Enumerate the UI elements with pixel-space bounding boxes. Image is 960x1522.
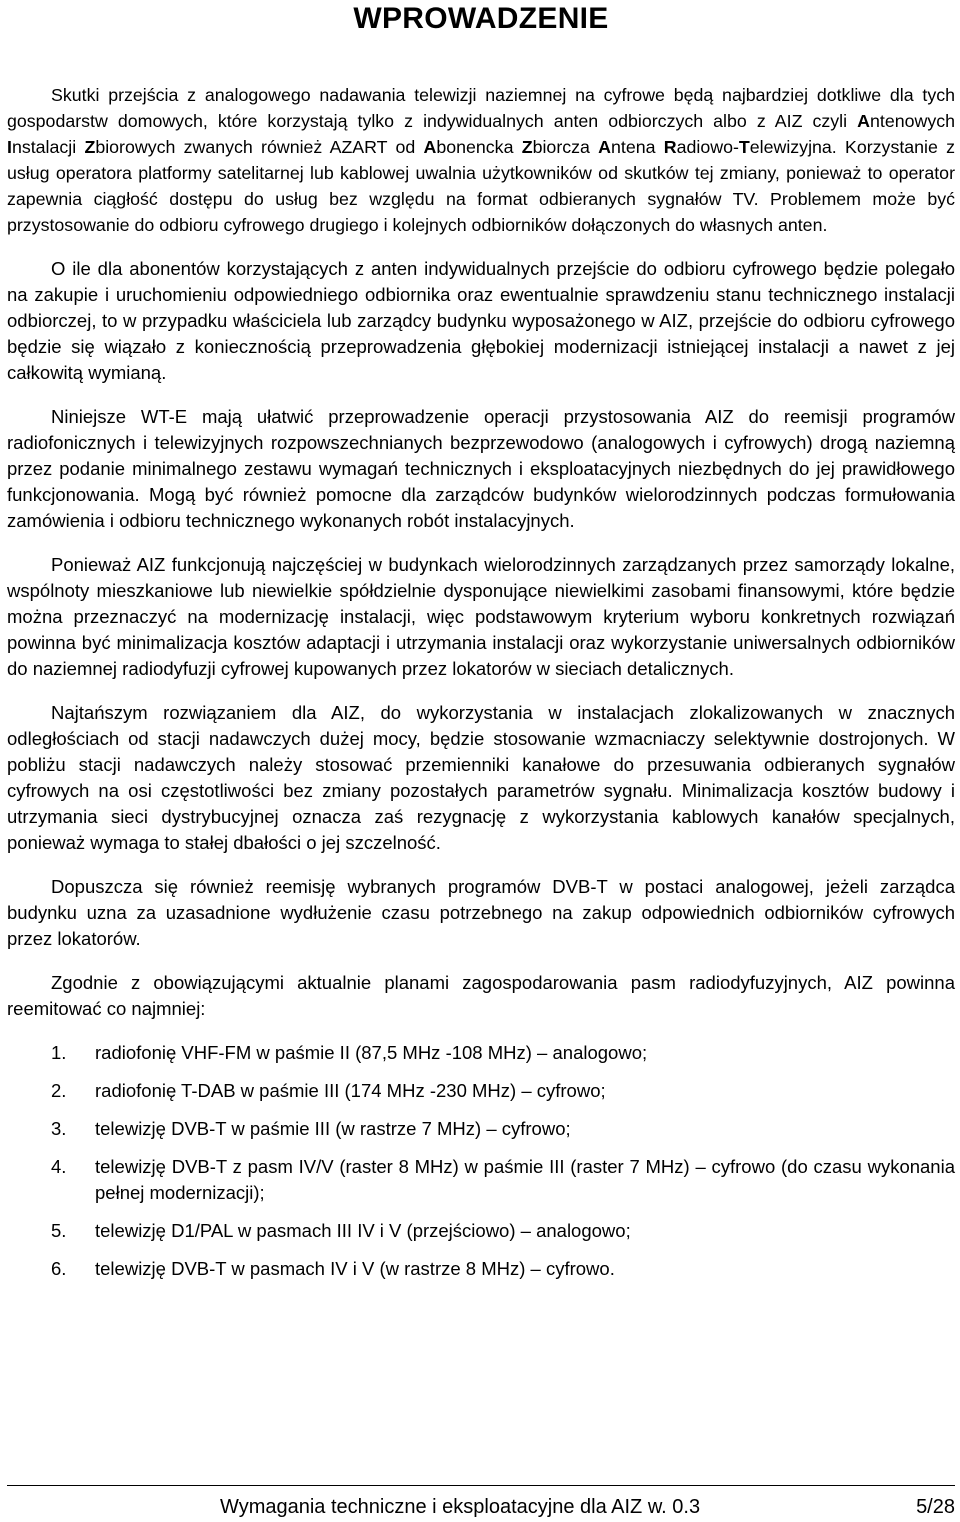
list-item: 4. telewizję DVB-T z pasm IV/V (raster 8 MHz) w paśmie III (raster 7 MHz) – cyfrowo (do czasu wykonania pełnej modernizacji); — [51, 1156, 955, 1203]
page-footer — [7, 1494, 955, 1522]
paragraph-5: Najtańszym rozwiązaniem dla AIZ, do wykorzystania w instalacjach zlokalizowanych w znacznych odległościach od stacji nadawczych dużej mocy, będzie stosowanie wzmacniaczy selektywnie dostrojonych. W pobliżu stacji nadawczych należy stosować przemienniki kanałowe do przesuwania odbieranych sygnałów cyfrowych na osi częstotliwości bez zmiany pozostałych parametrów sygnału. Minimalizacja kosztów budowy i utrzymania sieci dystrybucyjnej oznacza zaś rezygnację z wykorzystania kablowych kanałów specjalnych, ponieważ wymaga to stałej dbałości o jej szczelność. — [7, 702, 955, 853]
page-number: 5/28 — [916, 1496, 955, 1518]
footer-divider — [7, 1485, 955, 1486]
document-body — [7, 82, 955, 1294]
band-list — [7, 1040, 955, 1282]
document-page — [7, 0, 956, 1279]
list-item: 5. telewizję D1/PAL w pasmach III IV i V (przejściowo) – analogowo; — [51, 1220, 631, 1241]
footer-title: Wymagania techniczne i eksploatacyjne dla AIZ w. 0.3 — [220, 1496, 701, 1518]
list-item: 3. telewizję DVB-T w paśmie III (w rastrze 7 MHz) – cyfrowo; — [51, 1118, 571, 1139]
paragraph-6: Dopuszcza się również reemisję wybranych programów DVB-T w postaci analogowej, jeżeli zarządca budynku uzna za uzasadnione wydłużenie czasu potrzebnego na zakup odpowiednich odbiorników cyfrowych przez lokatorów. — [7, 876, 955, 949]
page-heading: WPROWADZENIE — [353, 2, 609, 35]
list-item: 2. radiofonię T-DAB w paśmie III (174 MHz -230 MHz) – cyfrowo; — [51, 1080, 606, 1101]
paragraph-7: Zgodnie z obowiązującymi aktualnie planami zagospodarowania pasm radiodyfuzyjnych, AIZ powinna reemitować co najmniej: — [7, 972, 955, 1019]
list-item: 6. telewizję DVB-T w pasmach IV i V (w rastrze 8 MHz) – cyfrowo. — [51, 1258, 615, 1279]
list-item: 1. radiofonię VHF-FM w paśmie II (87,5 MHz -108 MHz) – analogowo; — [51, 1042, 648, 1063]
paragraph-3: Niniejsze WT-E mają ułatwić przeprowadzenie operacji przystosowania AIZ do reemisji programów radiofonicznych i telewizyjnych rozpowszechnianych bezprzewodowo (analogowych i cyfrowych) drogą naziemną przez podanie minimalnego zestawu wymagań technicznych i eksploatacyjnych niezbędnych do jej prawidłowego funkcjonowania. Mogą być również pomocne dla zarządców budynków wielorodzinnych podczas formułowania zamówienia i odbioru technicznego wykonanych robót instalacyjnych. — [7, 406, 955, 531]
paragraph-2: O ile dla abonentów korzystających z anten indywidualnych przejście do odbioru cyfrowego będzie polegało na zakupie i uruchomieniu odpowiedniego odbiornika oraz ewentualnie sprawdzeniu stanu technicznego instalacji odbiorczej, to w przypadku właściciela lub zarządcy budynku wyposażonego w AIZ, przejście do odbioru cyfrowego będzie się wiązało z koniecznością przeprowadzenia głębokiej modernizacji istniejącej instalacji a nawet z jej całkowitą wymianą. — [7, 258, 955, 383]
paragraph-1: Skutki przejścia z analogowego nadawania telewizji naziemnej na cyfrowe będą najbardziej dotkliwe dla tych gospodarstw domowych, które korzystają tylko z indywidualnych anten odbiorczych albo z AIZ czyli Antenowych Instalacji Zbiorowych zwanych również AZART od Abonencka Zbiorcza Antena Radiowo-Telewizyjna. Korzystanie z usług operatora platformy satelitarnej lub kablowej uwalnia użytkowników od skutków tej zmiany, ponieważ to operator zapewnia ciągłość dostępu do usług bez względu na format odbieranych sygnałów TV. Problemem może być przystosowanie do odbioru cyfrowego drugiego i kolejnych odbiorników dołączonych do własnych anten. — [7, 85, 956, 235]
paragraph-4: Ponieważ AIZ funkcjonują najczęściej w budynkach wielorodzinnych zarządzanych przez samorządy lokalne, wspólnoty mieszkaniowe lub niewielkie spółdzielnie dysponujące niewielkimi zasobami finansowymi, które będzie można przeznaczyć na modernizację instalacji, więc podstawowym kryterium wyboru konkretnych rozwiązań powinna być minimalizacja kosztów adaptacji i utrzymania instalacji oraz wykorzystanie uniwersalnych odbiorników do naziemnej radiodyfuzji cyfrowej kupowanych przez lokatorów w sieciach detalicznych. — [7, 554, 955, 679]
